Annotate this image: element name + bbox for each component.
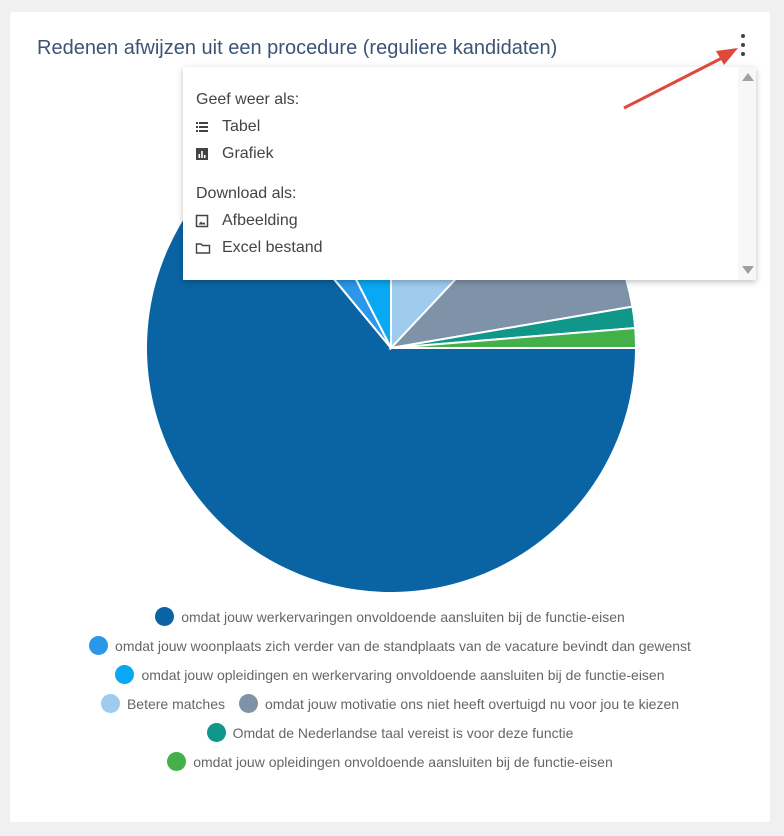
legend-item-motivatie[interactable] — [239, 694, 679, 713]
legend-item-woonplaats[interactable] — [89, 636, 691, 655]
bar-chart-icon — [195, 147, 209, 161]
legend-marker — [239, 694, 258, 713]
legend-marker — [155, 607, 174, 626]
legend-row-4 — [10, 689, 770, 718]
legend-label: omdat jouw opleidingen onvoldoende aansluiten bij de functie-eisen — [193, 753, 613, 770]
legend-label: omdat jouw motivatie ons niet heeft overtuigd nu voor jou te kiezen — [265, 695, 680, 712]
menu-item-excel-label: Excel bestand — [222, 239, 323, 256]
legend-label: omdat jouw werkervaringen onvoldoende aansluiten bij de functie-eisen — [181, 608, 625, 625]
legend-label: Betere matches — [126, 695, 226, 712]
folder-icon — [195, 241, 209, 255]
legend-label: omdat jouw woonplaats zich verder van de standplaats van de vacature bevindt dan gewenst — [115, 637, 691, 654]
legend-row-1 — [10, 602, 770, 631]
legend-marker — [167, 752, 186, 771]
image-icon — [195, 214, 209, 228]
legend-marker — [207, 723, 226, 742]
scroll-down-icon[interactable] — [742, 266, 754, 274]
scroll-up-icon[interactable] — [742, 73, 754, 81]
legend-row-3 — [10, 660, 770, 689]
menu-item-table[interactable] — [195, 118, 260, 136]
legend-item-nederlandse-taal[interactable] — [207, 723, 574, 742]
menu-item-table-label: Tabel — [222, 118, 261, 135]
menu-item-chart[interactable] — [195, 145, 274, 163]
legend-label: Omdat de Nederlandse taal vereist is voor deze functie — [232, 724, 574, 741]
legend-item-opleidingen[interactable] — [167, 752, 613, 771]
legend-item-betere-matches[interactable] — [101, 694, 225, 713]
legend-label: omdat jouw opleidingen en werkervaring onvoldoende aansluiten bij de functie-eisen — [141, 666, 665, 683]
legend-row-6 — [10, 747, 770, 776]
table-list-icon — [195, 120, 209, 134]
legend-marker — [101, 694, 120, 713]
legend-marker — [89, 636, 108, 655]
legend-row-5 — [10, 718, 770, 747]
legend-item-werkervaring[interactable] — [155, 607, 625, 626]
chart-legend — [10, 602, 770, 776]
legend-marker — [115, 665, 134, 684]
menu-item-image-label: Afbeelding — [222, 212, 298, 229]
legend-row-2 — [10, 631, 770, 660]
show-as-label: Geef weer als: — [196, 91, 300, 108]
menu-item-excel[interactable] — [195, 239, 323, 257]
menu-scrollbar[interactable] — [738, 67, 756, 280]
export-dropdown-menu — [183, 67, 756, 280]
menu-item-image[interactable] — [195, 212, 298, 230]
menu-item-chart-label: Grafiek — [222, 145, 274, 162]
download-as-label: Download als: — [196, 185, 297, 202]
chart-title: Redenen afwijzen uit een procedure (reguliere kandidaten) — [37, 37, 558, 59]
legend-item-opleiding-werkervaring[interactable] — [115, 665, 664, 684]
